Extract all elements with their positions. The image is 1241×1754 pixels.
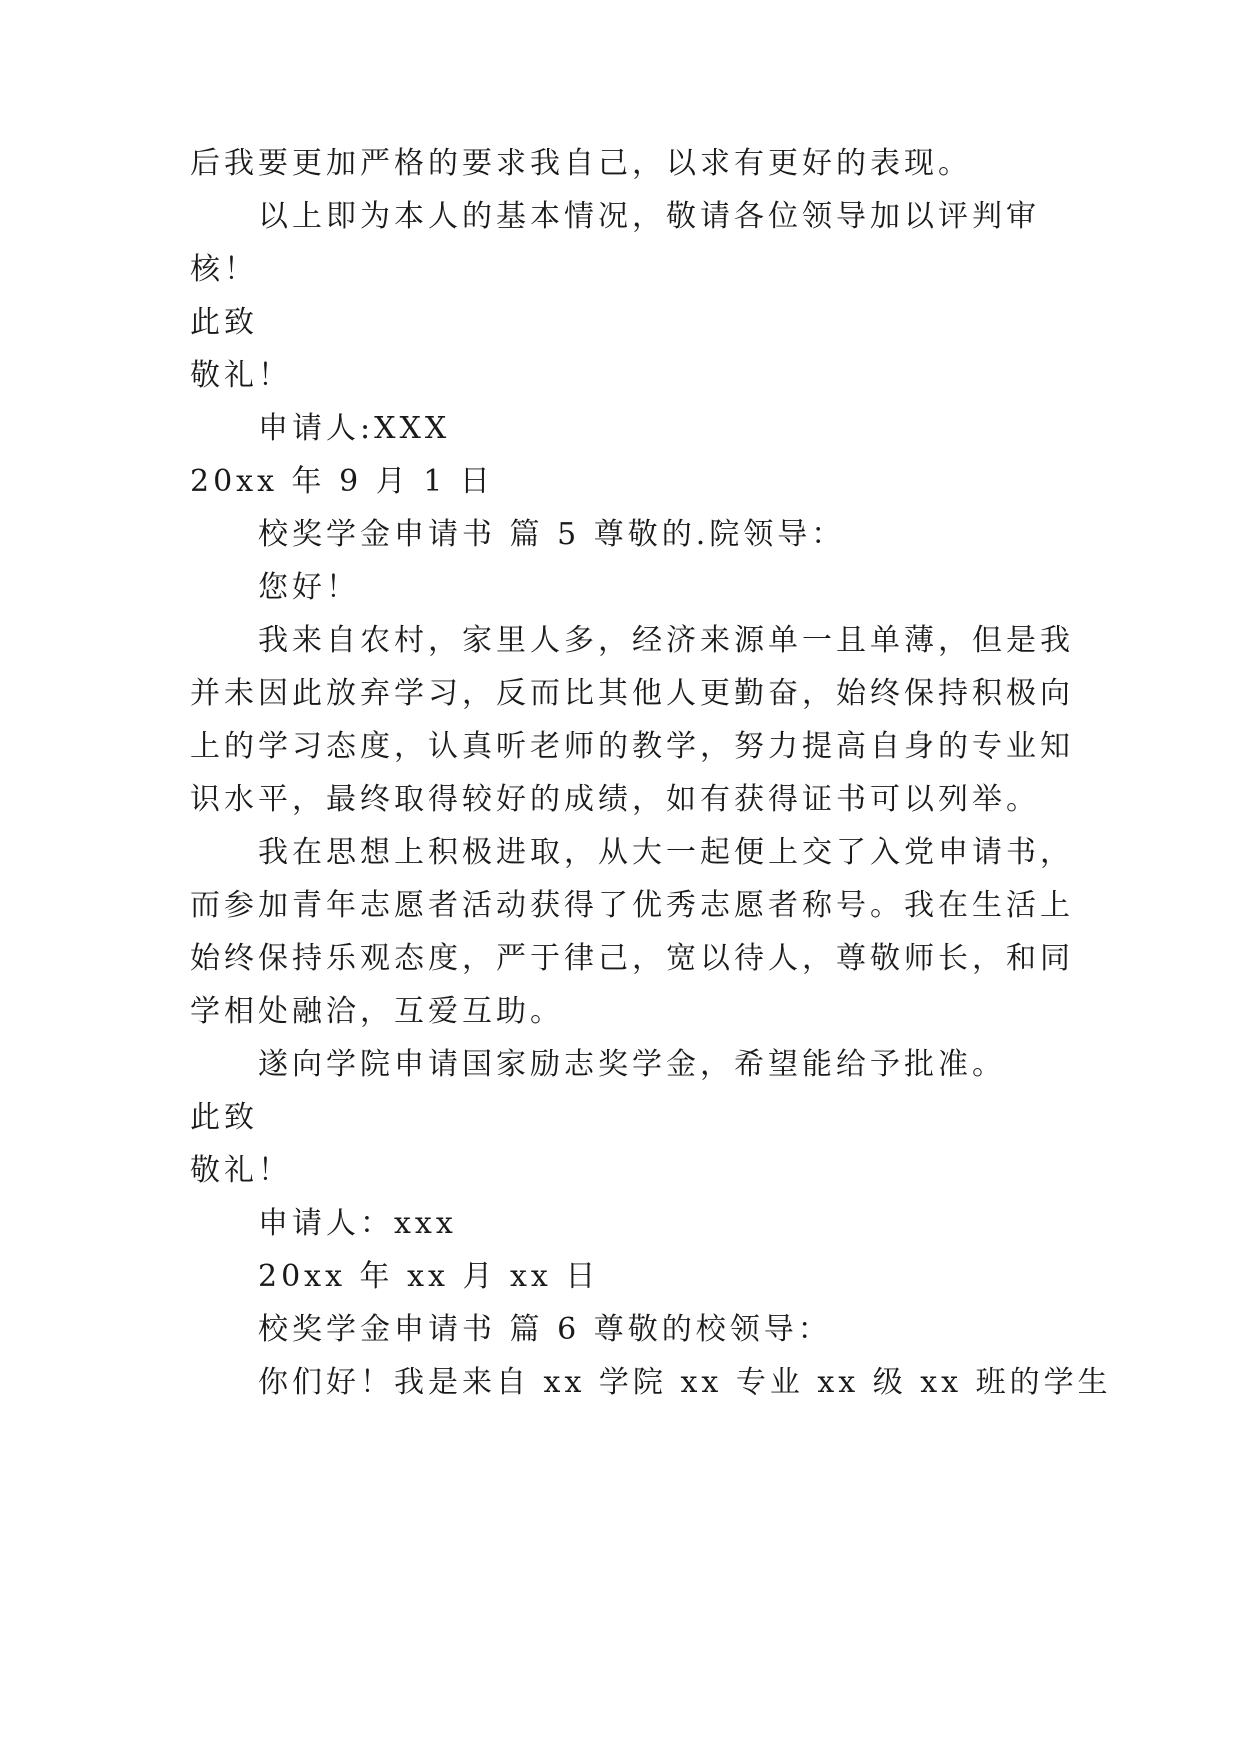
date-line: 20xx 年 9 月 1 日 bbox=[190, 464, 494, 499]
closing-line: 敬礼！ bbox=[190, 1153, 292, 1188]
paragraph-line: 识水平，最终取得较好的成绩，如有获得证书可以列举。 bbox=[190, 782, 1040, 817]
paragraph-line: 我在思想上积极进取，从大一起便上交了入党申请书， bbox=[258, 835, 1074, 870]
applicant-signature: 申请人:XXX bbox=[258, 411, 451, 446]
greeting-line: 您好！ bbox=[258, 570, 360, 605]
paragraph-line: 核！ bbox=[190, 252, 258, 287]
paragraph-line: 我来自农村，家里人多，经济来源单一且单薄，但是我 bbox=[258, 623, 1074, 658]
closing-line: 敬礼！ bbox=[190, 358, 292, 393]
date-line: 20xx 年 xx 月 xx 日 bbox=[258, 1259, 600, 1294]
section-heading: 校奖学金申请书 篇 6 尊敬的校领导： bbox=[258, 1312, 832, 1347]
greeting-line: 你们好！我是来自 xx 学院 xx 专业 xx 级 xx 班的学生 bbox=[258, 1365, 1112, 1400]
paragraph-line: 上的学习态度，认真听老师的教学，努力提高自身的专业知 bbox=[190, 729, 1074, 764]
paragraph-line: 并未因此放弃学习，反而比其他人更勤奋，始终保持积极向 bbox=[190, 676, 1074, 711]
closing-line: 此致 bbox=[190, 305, 258, 340]
paragraph-line: 始终保持乐观态度，严于律己，宽以待人，尊敬师长，和同 bbox=[190, 941, 1074, 976]
applicant-signature: 申请人：xxx bbox=[258, 1206, 457, 1241]
closing-line: 此致 bbox=[190, 1100, 258, 1135]
paragraph-line: 学相处融洽，互爱互助。 bbox=[190, 994, 564, 1029]
section-heading: 校奖学金申请书 篇 5 尊敬的.院领导： bbox=[258, 517, 846, 552]
paragraph-line: 遂向学院申请国家励志奖学金，希望能给予批准。 bbox=[258, 1047, 1006, 1082]
paragraph-line: 而参加青年志愿者活动获得了优秀志愿者称号。我在生活上 bbox=[190, 888, 1074, 923]
paragraph-line: 以上即为本人的基本情况，敬请各位领导加以评判审 bbox=[258, 199, 1040, 234]
paragraph-line: 后我要更加严格的要求我自己，以求有更好的表现。 bbox=[190, 146, 972, 181]
